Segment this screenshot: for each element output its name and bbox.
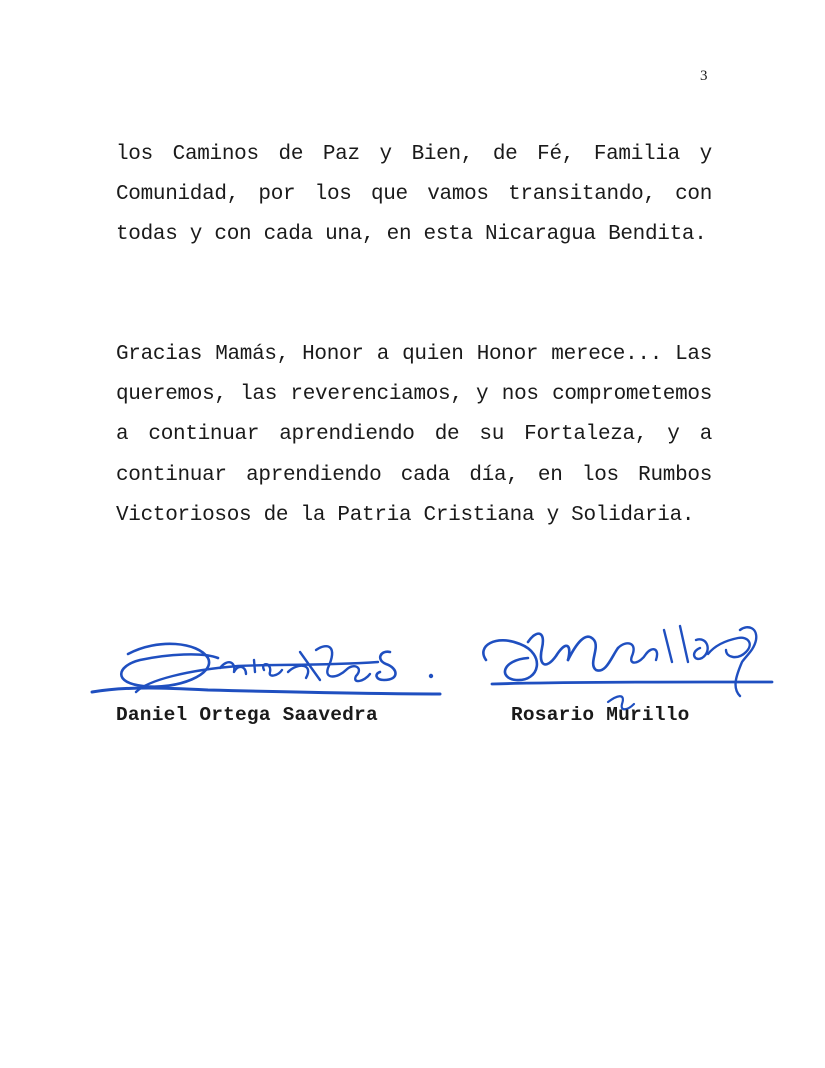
page-number: 3: [700, 68, 708, 84]
signature-daniel-ortega: [88, 628, 444, 706]
signer-name-left: Daniel Ortega Saavedra: [116, 704, 378, 726]
body-paragraph-2: Gracias Mamás, Honor a quien Honor merece... Las queremos, las reverenciamos, y nos comprometemos a continuar aprendiendo de su Fortaleza, y a continuar aprendiendo cada día, en los Rumbos Victoriosos de la Patria Cristiana y Solidaria.: [116, 343, 712, 527]
signer-name-right: Rosario Murillo: [511, 704, 690, 726]
body-paragraph-1: los Caminos de Paz y Bien, de Fé, Familia y Comunidad, por los que vamos transitando, con todas y con cada una, en esta Nicaragua Bendita.: [116, 143, 712, 247]
